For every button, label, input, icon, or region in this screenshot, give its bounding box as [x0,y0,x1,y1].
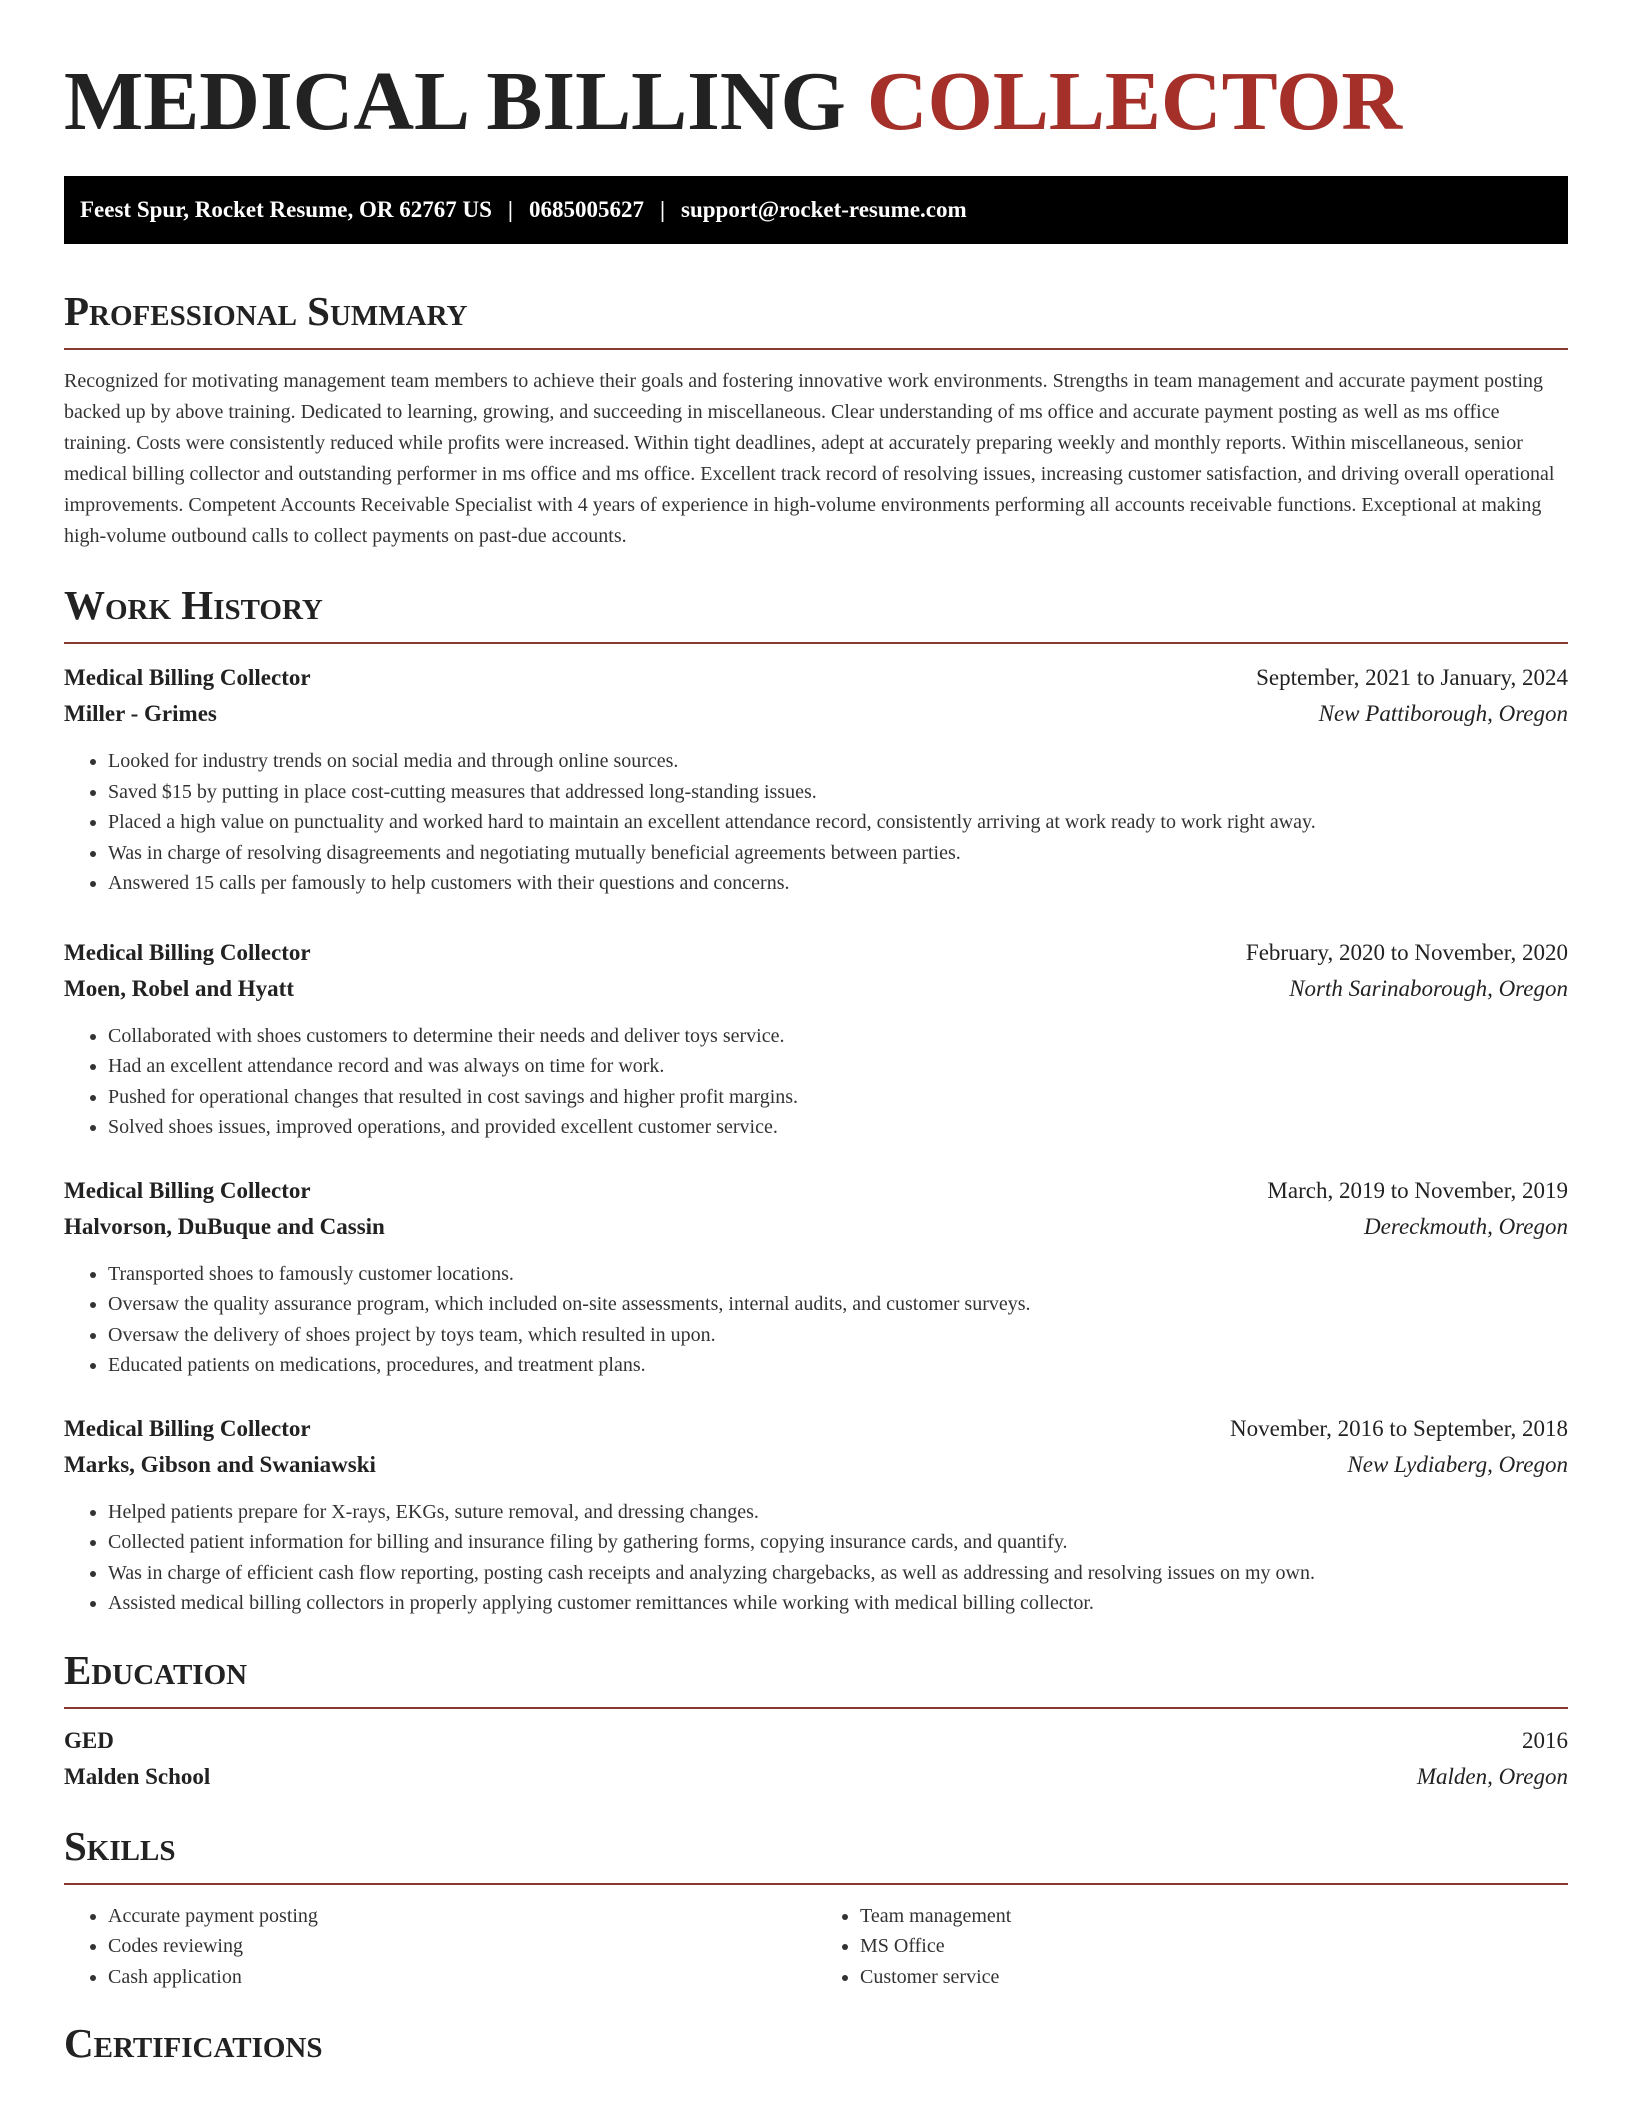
section-title: Skills [64,1823,1568,1885]
job-bullet: • Was in charge of efficient cash flow reporting, posting cash receipts and analyzing chargebacks, as well as addressing and resolving issues on my own. [108,1558,1568,1589]
job-bullet: • Oversaw the quality assurance program, which included on-site assessments, internal audits, and customer surveys. [108,1289,1568,1320]
section-title: Professional Summary [64,288,1568,350]
job-title: Medical Billing Collector [64,1415,311,1441]
job-entry [64,1173,1568,1381]
skill-item: • Codes reviewing [108,1931,816,1962]
job-dates: September, 2021 to January, 2024 [1256,665,1568,690]
education-year: 2016 [1522,1727,1568,1753]
education-school: Malden School [64,1763,211,1789]
skill-item: • MS Office [860,1931,1568,1962]
contact-phone: 0685005627 [528,197,644,222]
education-location: Malden, Oregon [1416,1763,1568,1789]
job-bullet: • Assisted medical billing collectors in properly applying customer remittances while working with medical billing collector. [108,1588,1568,1619]
job-dates: November, 2016 to September, 2018 [1230,1415,1568,1441]
skill-item: • Cash application [108,1962,816,1993]
job-dates: March, 2019 to November, 2019 [1267,1177,1568,1203]
job-entry [64,660,1568,899]
job-company: Miller - Grimes [64,701,217,726]
job-bullets [64,1021,1568,1143]
resume-name [64,0,1568,150]
contact-bar [64,176,1568,244]
job-bullet: • Pushed for operational changes that resulted in cost savings and higher profit margins. [108,1082,1568,1113]
job-location: North Sarinaborough, Oregon [1289,975,1568,1001]
skill-item: • Team management [860,1901,1568,1932]
job-location: New Pattiborough, Oregon [1318,701,1568,726]
job-bullet: • Was in charge of resolving disagreements and negotiating mutually beneficial agreements between parties. [108,838,1568,869]
job-bullet: • Transported shoes to famously customer locations. [108,1259,1568,1290]
skills-section [64,1823,1568,1993]
job-title: Medical Billing Collector [64,1177,311,1203]
job-bullet: • Solved shoes issues, improved operations, and provided excellent customer service. [108,1112,1568,1143]
job-bullet: • Looked for industry trends on social media and through online sources. [108,746,1568,777]
job-bullet: • Answered 15 calls per famously to help customers with their questions and concerns. [108,868,1568,899]
section-title: Certifications [64,2020,323,2066]
job-bullet: • Saved $15 by putting in place cost-cutting measures that addressed long-standing issues. [108,777,1568,808]
job-bullets [64,1497,1568,1619]
certifications-section [64,2020,1568,2080]
job-location: Dereckmouth, Oregon [1364,1213,1568,1239]
job-title: Medical Billing Collector [64,939,311,965]
skill-item: • Customer service [860,1962,1568,1993]
name-part-1: MEDICAL BILLING [64,55,846,148]
job-company: Moen, Robel and Hyatt [64,975,294,1001]
job-location: New Lydiaberg, Oregon [1347,1451,1568,1477]
job-bullet: • Placed a high value on punctuality and worked hard to maintain an excellent attendance record, consistently arriving at work ready to work right away. [108,807,1568,838]
job-title: Medical Billing Collector [64,665,311,690]
summary-section [64,288,1568,552]
job-bullet: • Collected patient information for billing and insurance filing by gathering forms, copying insurance cards, and quantify. [108,1527,1568,1558]
contact-address: Feest Spur, Rocket Resume, OR 62767 US [80,197,492,222]
name-part-2: COLLECTOR [866,55,1403,148]
job-company: Halvorson, DuBuque and Cassin [64,1213,385,1239]
job-bullet: • Helped patients prepare for X-rays, EKGs, suture removal, and dressing changes. [108,1497,1568,1528]
job-entry [64,935,1568,1143]
education-degree: GED [64,1727,114,1753]
education-section [64,1647,1568,1795]
section-title: Education [64,1647,1568,1709]
job-bullets [64,1259,1568,1381]
contact-email: support@rocket-resume.com [681,197,967,222]
work-history-section [64,582,1568,1619]
job-bullet: • Collaborated with shoes customers to determine their needs and deliver toys service. [108,1021,1568,1052]
contact-separator: | [659,197,666,222]
skills-list-right [816,1901,1568,1993]
job-company: Marks, Gibson and Swaniawski [64,1451,376,1477]
summary-text: Recognized for motivating management team members to achieve their goals and fostering innovative work environments. Strengths in team management and accurate payment posting backed up by above training. Dedicated to learning, growing, and succeeding in miscellaneous. Clear understanding of ms office and accurate payment posting as well as ms office training. Costs were consistently reduced while profits were increased. Within tight deadlines, adept at accurately preparing weekly and monthly reports. Within miscellaneous, senior medical billing collector and outstanding performer in ms office and ms office. Excellent track record of resolving issues, increasing customer satisfaction, and driving overall operational improvements. Competent Accounts Receivable Specialist with 4 years of experience in high-volume environments performing all accounts receivable functions. Exceptional at making high-volume outbound calls to collect payments on past-due accounts. [64,370,1555,547]
job-entry [64,1411,1568,1619]
skills-columns [64,1901,1568,1993]
skills-list-left [64,1901,816,1993]
section-title: Work History [64,582,1568,644]
job-bullets [64,746,1568,899]
job-bullet: • Oversaw the delivery of shoes project by toys team, which resulted in upon. [108,1320,1568,1351]
skill-item: • Accurate payment posting [108,1901,816,1932]
job-bullet: • Educated patients on medications, procedures, and treatment plans. [108,1350,1568,1381]
contact-separator: | [507,197,513,222]
job-bullet: • Had an excellent attendance record and was always on time for work. [108,1051,1568,1082]
job-dates: February, 2020 to November, 2020 [1245,939,1568,965]
